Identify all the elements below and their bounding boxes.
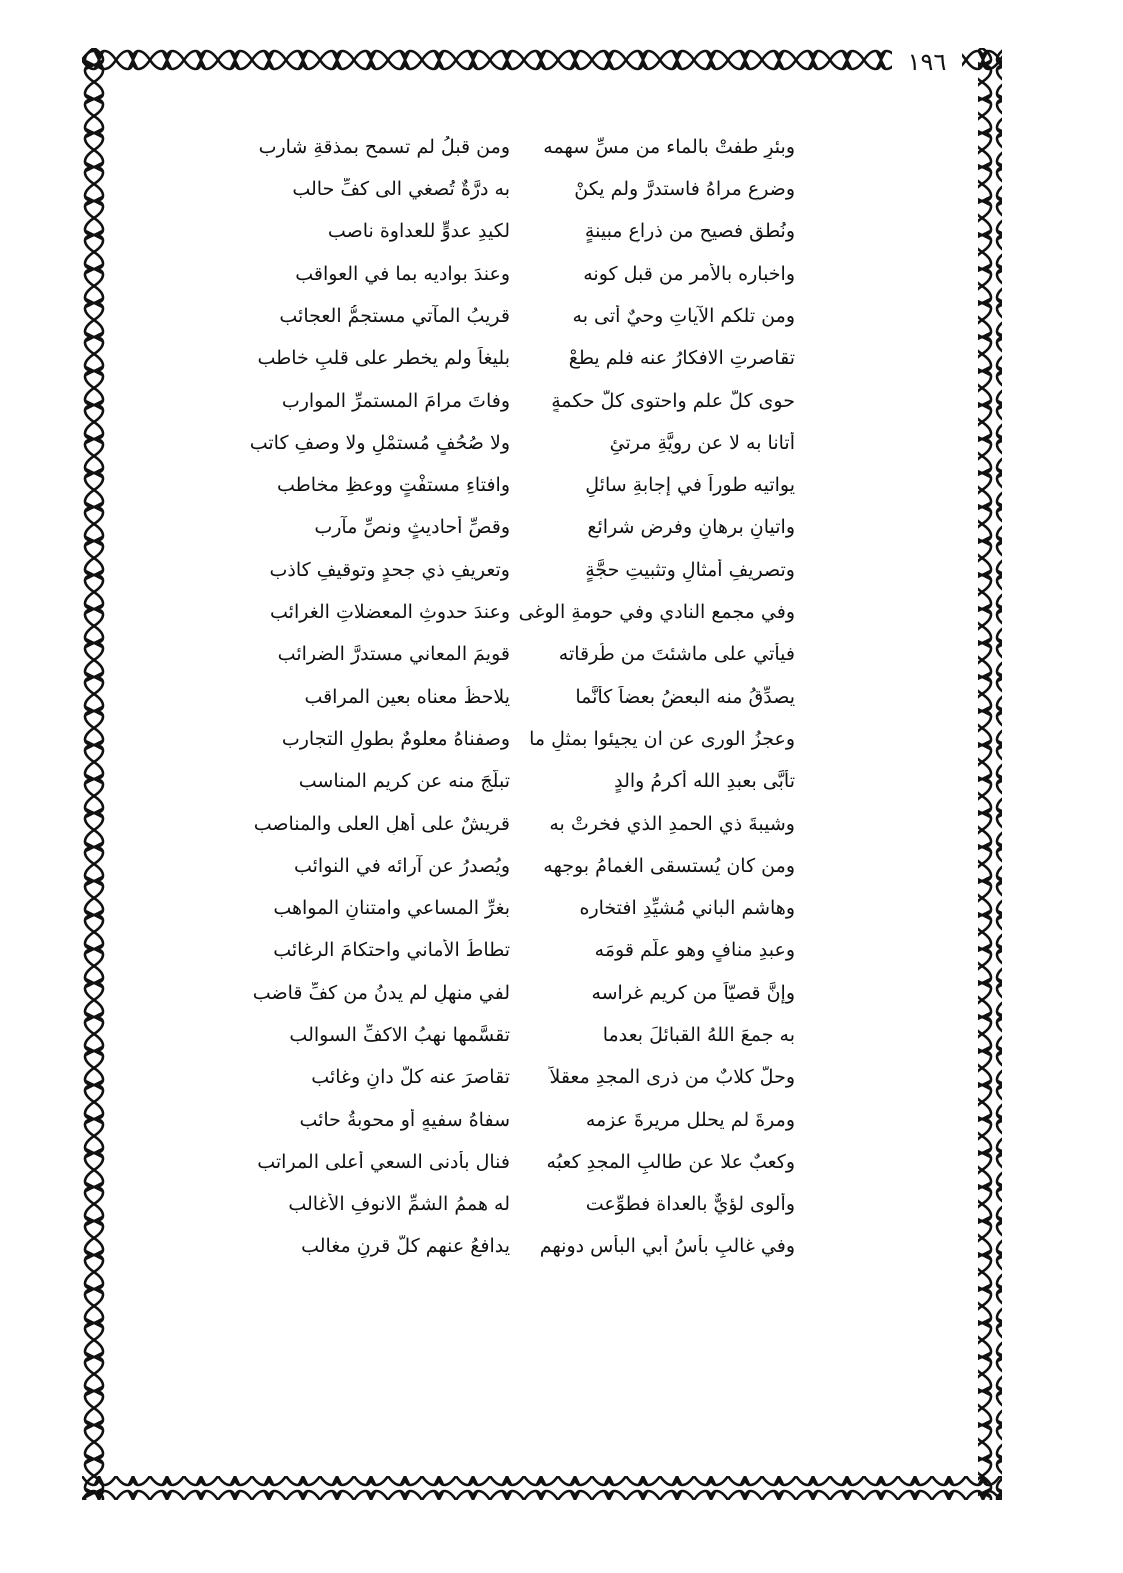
verse-second-hemistich: وفاتَ مرامَ المستمرِّ الموارب <box>281 389 510 412</box>
verse-second-hemistich: قويمَ المعاني مستدرَّ الضرائب <box>277 643 510 666</box>
verse-first-hemistich: به جمعَ اللهُ القبائلَ بعدما <box>602 1023 795 1046</box>
verse-second-hemistich: تبلَّجَ منه عن كريمِ المناسب <box>298 770 510 793</box>
verse-second-hemistich: بغرِّ المساعي وامتنانِ المواهب <box>273 897 510 920</box>
verse-second-hemistich: قريشٌ على أهلِ العلى والمناصب <box>253 812 510 835</box>
verse-second-hemistich: ويُصدرُ عن آرائه في النوائب <box>293 854 510 877</box>
verse-second-hemistich: به درَّةٌ تُصغي الى كفِّ حالب <box>292 178 510 201</box>
verse-first-hemistich: وعجزُ الورى عن ان يجيئوا بمثلِ ما <box>529 727 795 750</box>
verse-first-hemistich: وفي غالبٍ بأسُ أبي البأسِ دونهم <box>539 1235 795 1258</box>
verse-first-hemistich: وضرعٍ مراهُ فاستدرَّ ولم يكنْ <box>574 178 795 201</box>
verse-first-hemistich: أتانا به لا عن رويَّةِ مرتئٍ <box>609 431 795 454</box>
verse-line <box>240 126 795 168</box>
verse-line <box>240 845 795 887</box>
verse-line <box>240 887 795 929</box>
verse-second-hemistich: بليغاً ولم يخطر على قلبِ خاطب <box>257 347 510 370</box>
verse-first-hemistich: ونُطقِ فصيحٍ من ذراعٍ مبينةٍ <box>584 220 795 243</box>
verse-second-hemistich: يلاحظُ معناه بعينِ المراقب <box>304 685 510 708</box>
verse-second-hemistich: ومن قبلُ لم تسمح بمذقةِ شارب <box>258 135 510 158</box>
verse-line <box>240 549 795 591</box>
verse-line <box>240 930 795 972</box>
verse-line <box>240 760 795 802</box>
verse-line <box>240 1014 795 1056</box>
verse-first-hemistich: وفي مجمعِ النادي وفي حومةِ الوغى <box>518 601 795 624</box>
verse-line <box>240 1141 795 1183</box>
verse-second-hemistich: لكيدِ عدوٍّ للعداوة ناصب <box>327 220 510 243</box>
verse-line <box>240 337 795 379</box>
verse-first-hemistich: واتيانِ برهانٍ وفرضِ شرائعٍ <box>587 516 795 539</box>
verse-second-hemistich: يدافعُ عنهم كلَّ قرنٍ مغالب <box>301 1235 510 1258</box>
verse-second-hemistich: فنال بأدنى السعي أعلى المراتب <box>257 1150 510 1173</box>
verse-first-hemistich: وتصريفِ أمثالٍ وتثبيتِ حجَّةٍ <box>585 558 795 581</box>
verse-line <box>240 718 795 760</box>
verse-line <box>240 1183 795 1225</box>
verse-line <box>240 676 795 718</box>
verse-first-hemistich: ومرةَ لم يحلل مريرةَ عزمه <box>585 1108 795 1131</box>
verse-second-hemistich: تقاصرَ عنه كلُّ دانٍ وغائب <box>311 1066 510 1089</box>
verse-first-hemistich: تقاصرتِ الافكارُ عنه فلم يطعْ <box>568 347 795 370</box>
verse-first-hemistich: وعبدِ منافٍ وهو علَّم قومَه <box>594 939 795 962</box>
verse-line <box>240 211 795 253</box>
verse-second-hemistich: وعندَ حدوثِ المعضلاتِ الغرائب <box>270 601 510 624</box>
verse-second-hemistich: له هممُ الشمِّ الانوفِ الأغالب <box>288 1193 510 1216</box>
verse-second-hemistich: وعندَ بواديه بما في العواقب <box>295 262 510 285</box>
verse-second-hemistich: تقسَّمها نهبُ الاكفِّ السوالب <box>289 1023 510 1046</box>
verse-first-hemistich: وحلَّ كلابٌ من ذرى المجدِ معقلاً <box>549 1066 795 1089</box>
verse-first-hemistich: وبئرٍ طفتْ بالماء من مسِّ سهمه <box>543 135 795 158</box>
verse-first-hemistich: ومن تلكم الآياتِ وحيٌ أتى به <box>572 304 795 327</box>
verse-first-hemistich: واخباره بالأمر من قبل كونه <box>583 262 795 285</box>
verse-first-hemistich: وكعبٌ علا عن طالبِ المجدِ كعبُه <box>546 1150 795 1173</box>
verse-second-hemistich: وصفناهُ معلومٌ بطولِ التجارب <box>281 727 510 750</box>
verse-second-hemistich: لفي منهلٍ لم يدنُ من كفِّ قاضب <box>252 981 510 1004</box>
verse-line <box>240 464 795 506</box>
verse-first-hemistich: وشيبةَ ذي الحمدِ الذي فخرتْ به <box>549 812 795 835</box>
verse-line <box>240 168 795 210</box>
verse-line <box>240 422 795 464</box>
verse-second-hemistich: قريبُ المآتي مستجمُّ العجائب <box>279 304 510 327</box>
verse-second-hemistich: ولا صُحُفٍ مُستمْلٍ ولا وصفِ كاتب <box>249 431 510 454</box>
verse-first-hemistich: تأبَّى بعبدِ الله أكرمُ والدٍ <box>614 770 795 793</box>
verse-line <box>240 507 795 549</box>
verse-line <box>240 1099 795 1141</box>
verse-second-hemistich: وافتاءِ مستفْتٍ ووعظِ مخاطب <box>277 474 510 497</box>
verse-line <box>240 803 795 845</box>
page-number: ١٩٦ <box>892 44 962 80</box>
verse-line <box>240 634 795 676</box>
verse-line <box>240 380 795 422</box>
verse-second-hemistich: تطاطُ الأماني واحتكامَ الرغائب <box>273 939 510 962</box>
verse-second-hemistich: سفاهُ سفيهٍ أو محوبةُ حائب <box>299 1108 510 1131</box>
verse-first-hemistich: حوى كلَّ علمٍ واحتوى كلَّ حكمةٍ <box>551 389 795 412</box>
verse-line <box>240 295 795 337</box>
verse-first-hemistich: وألوى لؤيٌّ بالعداة فطوِّعت <box>585 1193 795 1216</box>
verse-line <box>240 253 795 295</box>
verse-second-hemistich: وتعريفِ ذي جحدٍ وتوقيفِ كاذب <box>269 558 510 581</box>
verse-line <box>240 972 795 1014</box>
verse-line <box>240 1226 795 1268</box>
verse-second-hemistich: وقصِّ أحاديثٍ ونصِّ مآرب <box>314 516 510 539</box>
verse-first-hemistich: وهاشمٍ الباني مُشيِّدِ افتخاره <box>579 897 795 920</box>
verse-line <box>240 1057 795 1099</box>
verse-first-hemistich: فيأتي على ماشئتَ من طُرقاته <box>558 643 795 666</box>
verse-first-hemistich: يواتيه طوراً في إجابةِ سائلٍ <box>585 474 795 497</box>
verse-first-hemistich: وإنَّ قصيّاً من كريمٍ غراسه <box>591 981 795 1004</box>
verse-line <box>240 591 795 633</box>
poem-body <box>240 126 795 1416</box>
verse-first-hemistich: يصدِّقُ منه البعضُ بعضاً كأنَّما <box>575 685 795 708</box>
verse-first-hemistich: ومن كان يُستسقى الغمامُ بوجهه <box>543 854 795 877</box>
